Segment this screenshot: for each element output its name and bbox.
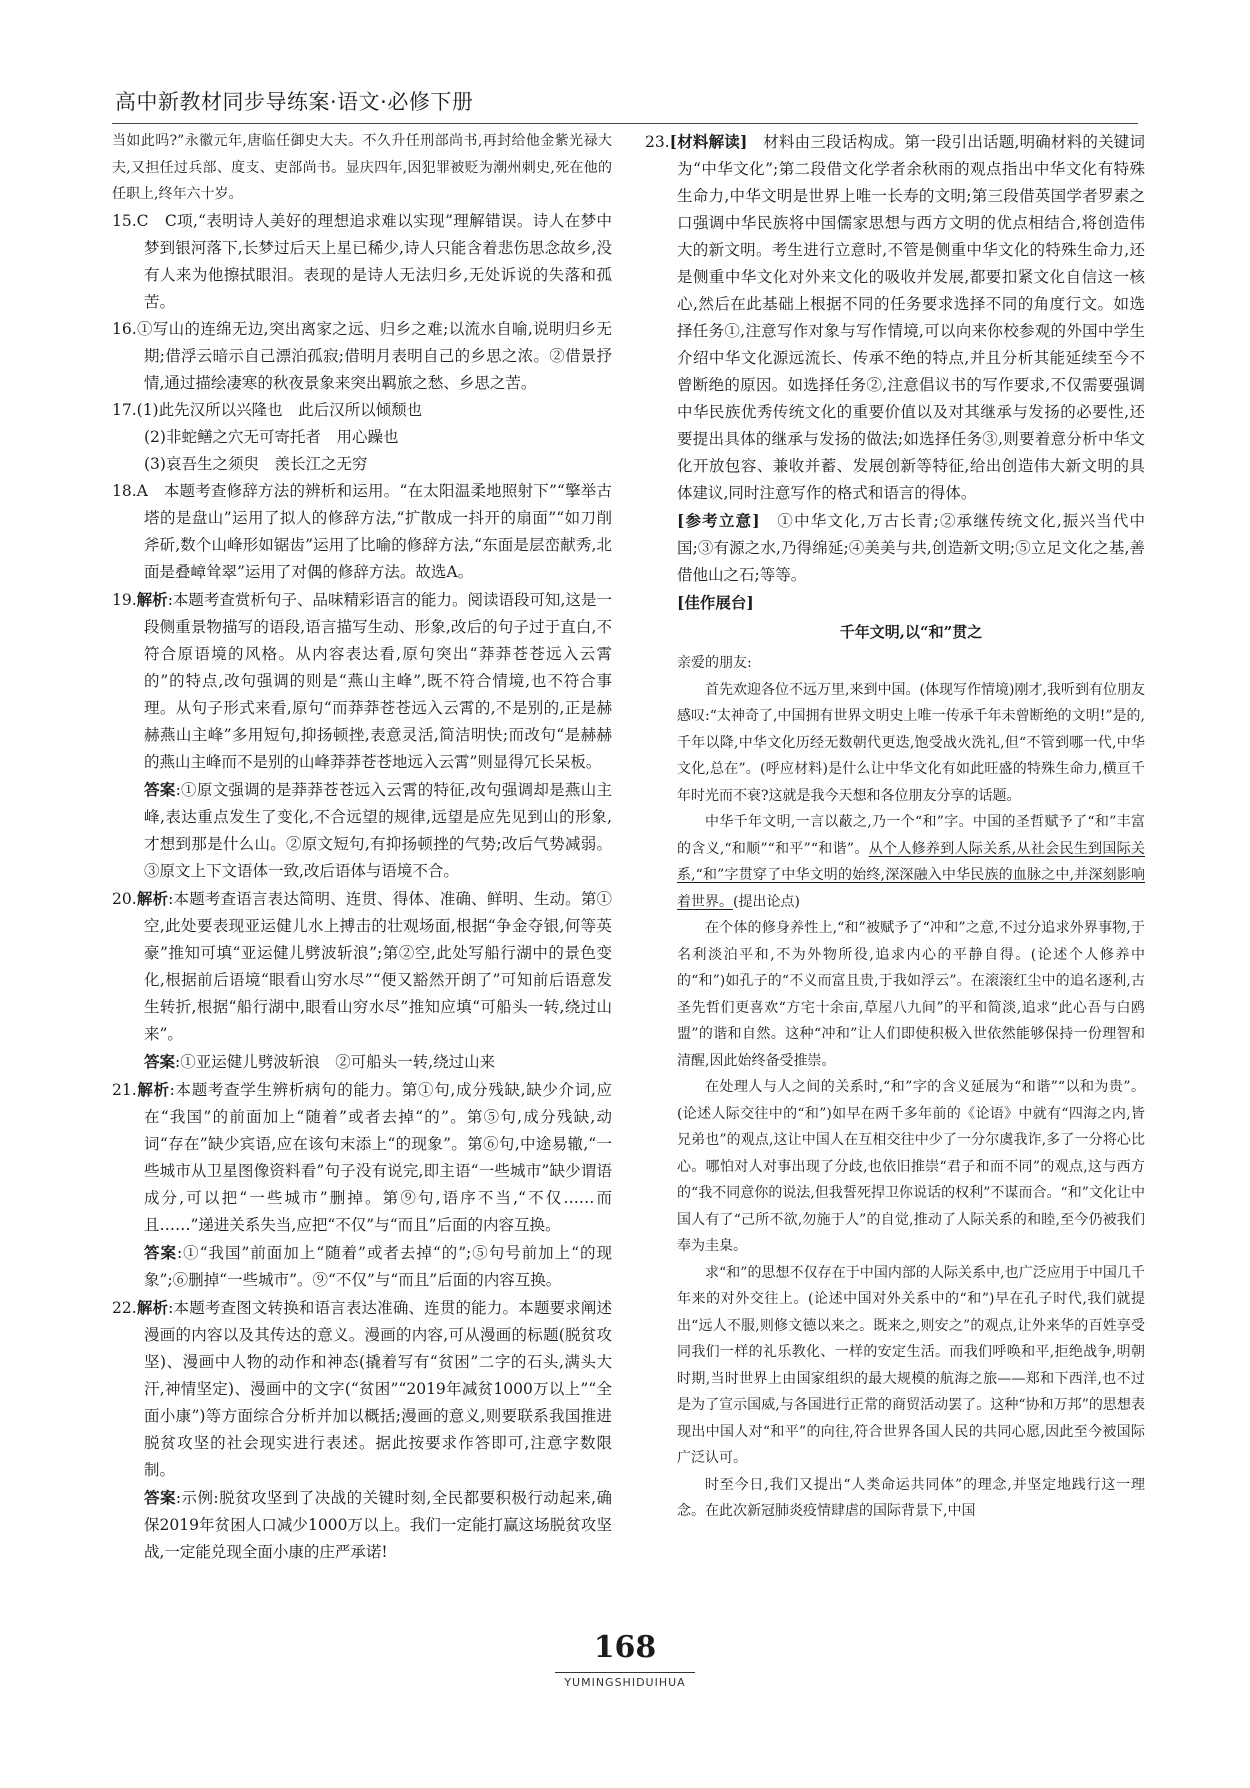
essay-paragraph-2 xyxy=(677,809,1145,915)
analysis-label: 解析 xyxy=(136,1079,170,1099)
answer-23-material-reading xyxy=(645,128,1145,507)
analysis-text: :本题考查图文转换和语言表达准确、连贯的能力。本题要求阐述漫画的内容以及其传达的意义。漫画的内容,可从漫画的标题(脱贫攻坚)、漫画中人物的动作和神态(撬着写有“贫困”二字的石头,满头大汗,神情坚定)、漫画中的文字(“贫困”“2019年减贫1000万以上”“全面小康”)等方面综合分析并加以概括;漫画的意义,则要联系我国推进脱贫攻坚的社会现实进行表述。据此按要求作答即可,注意字数限制。 xyxy=(144,1298,612,1479)
page-number-divider xyxy=(555,1672,695,1673)
analysis-text: :本题考查学生辨析病句的能力。第①句,成分残缺,缺少介词,应在“我国”的前面加上“随着”或者去掉“的”。第⑤句,成分残缺,动词“存在”缺少宾语,应在该句末添上“的现象”。第⑥句,中途易辙,“一些城市从卫星图像资料看”句子没有说完,即主语“一些城市”缺少谓语成分,可以把“一些城市”删掉。第⑨句,语序不当,“不仅……而且……”递进关系失当,应把“不仅”与“而且”后面的内容互换。 xyxy=(144,1080,612,1234)
question-number: 21. xyxy=(112,1080,137,1099)
previous-answer-continuation: 当如此吗?”永徽元年,唐临任御史大夫。不久升任刑部尚书,再封给他金紫光禄大夫,又担任过兵部、度支、吏部尚书。显庆四年,因犯罪被贬为潮州刺史,死在他的任职上,终年六十岁。 xyxy=(112,133,612,202)
essay-paragraph-6: 时至今日,我们又提出“人类命运共同体”的理念,并坚定地践行这一理念。在此次新冠肺炎疫情肆虐的国际背景下,中国 xyxy=(677,1476,1145,1519)
essay-paragraph-5: 求“和”的思想不仅存在于中国内部的人际关系中,也广泛应用于中国几千年来的对外交往上。(论述中国对外关系中的“和”)早在孔子时代,我们就提出“远人不服,则修文德以来之。既来之,则安之”的观点,让外来华的百姓享受同我们一样的礼乐教化、一样的安定生活。而我们呼唤和平,拒绝战争,明朝时期,当时世界上由国家组织的最大规模的航海之旅——郑和下西洋,也不过是为了宣示国威,与各国进行正常的商贸活动罢了。这种“协和万邦”的思想表现出中国人对“和平”的向往,符合世界各国人民的共同心愿,因此至今被国际广泛认可。 xyxy=(677,1264,1145,1466)
analysis-text: :本题考查赏析句子、品味精彩语言的能力。阅读语段可知,这是一段侧重景物描写的语段,语言描写生动、形象,改后的句子过于直白,不符合原语境的风格。从内容表达看,原句突出“莽莽苍苍远入云霄的”的特点,改句强调的则是“燕山主峰”,既不符合情境,也不符合事理。从句子形式来看,原句“而莽莽苍苍远入云霄的,不是别的,正是赫赫燕山主峰”多用短句,抑扬顿挫,表意灵活,简洁明快;而改句“是赫赫的燕山主峰而不是别的山峰莽莽苍苍地远入云霄”则显得冗长呆板。 xyxy=(144,590,612,771)
question-number: 23. xyxy=(645,133,670,151)
answer-text: :①“我国”前面加上“随着”或者去掉“的”;⑤句号前加上“的现象”;⑥删掉“一些城市”。⑨“不仅”与“而且”后面的内容互换。 xyxy=(144,1243,612,1289)
answer-15: 15.C C项,“表明诗人美好的理想追求难以实现”理解错误。诗人在梦中梦到银河落下,长梦过后天上星已稀少,诗人只能含着悲伤思念故乡,没有人来为他擦拭眼泪。表现的是诗人无法归乡,无处诉说的失落和孤苦。 xyxy=(112,211,612,311)
question-number: 19. xyxy=(112,590,137,609)
essay-paragraph-3: 在个体的修身养性上,“和”被赋予了“冲和”之意,不过分追求外界事物,于名利淡泊平和,不为外物所役,追求内心的平静自得。(论述个人修养中的“和”)如孔子的“不义而富且贵,于我如浮云”。在滚滚红尘中的追名逐利,古圣先哲们更喜欢“方宅十余亩,草屋八九间”的平和简淡,追求“此心吾与白鸥盟”的谐和自然。这种“冲和”让人们即使积极入世依然能够保持一份理智和清醒,因此始终备受推崇。 xyxy=(677,920,1145,1069)
material-reading-label: [材料解读] xyxy=(669,132,748,151)
right-column xyxy=(645,128,1145,1525)
answer-22-analysis xyxy=(112,1294,612,1484)
answer-label: 答案 xyxy=(144,779,176,799)
essay-note: (提出论点) xyxy=(733,893,800,910)
answer-16: 16.①写山的连绵无边,突出离家之远、归乡之难;以流水自喻,说明归乡无期;借浮云暗示自己漂泊孤寂;借明月表明自己的乡思之浓。②借景抒情,通过描绘凄寒的秋夜景象来突出羁旅之愁、乡思之苦。 xyxy=(112,319,612,392)
answer-17-line-3: (3)哀吾生之须臾 羡长江之无穷 xyxy=(144,454,368,473)
answer-17-line-1: 17.(1)此先汉所以兴隆也 此后汉所以倾颓也 xyxy=(112,400,423,419)
analysis-text: :本题考查语言表达简明、连贯、得体、准确、鲜明、生动。第①空,此处要表现亚运健儿水上搏击的壮观场面,根据“争金夺银,何等英豪”推知可填“亚运健儿劈波斩浪”;第②空,此处写船行湖中的景色变化,根据前后语境“眼看山穷水尽”“便又豁然开朗了”可知前后语意发生转折,根据“船行湖中,眼看山穷水尽”推知应填“可船头一转,绕过山来”。 xyxy=(144,889,612,1043)
model-essay xyxy=(645,619,1145,1525)
essay-paragraph-1: 首先欢迎各位不远万里,来到中国。(体现写作情境)刚才,我听到有位朋友感叹:“太神奇了,中国拥有世界文明史上唯一传承千年未曾断绝的文明!”是的,千年以降,中华文化历经无数朝代更迭,饱受战火洗礼,但“不管到哪一代,中华文化,总在”。(呼应材料)是什么让中华文化有如此旺盛的特殊生命力,横亘千年时光而不衰?这就是我今天想和各位朋友分享的话题。 xyxy=(677,681,1145,804)
material-reading-text: 材料由三段话构成。第一段引出话题,明确材料的关键词为“中华文化”;第二段借文化学者余秋雨的观点指出中华文化有特殊生命力,中华文明是世界上唯一长寿的文明;第三段借英国学者罗素之口强调中华民族将中国儒家思想与西方文明的优点相结合,将创造伟大的新文明。考生进行立意时,不管是侧重中华文化的特殊生命力,还是侧重中华文化对外来文化的吸收并发展,都要扣紧文化自信这一核心,然后在此基础上根据不同的任务要求选择不同的角度行文。如选择任务①,注意写作对象与写作情境,可以向来你校参观的外国中学生介绍中华文化源远流长、传承不绝的特点,并且分析其能延续至今不曾断绝的原因。如选择任务②,注意倡议书的写作要求,不仅需要强调中华民族优秀传统文化的重要价值以及对其继承与发扬的必要性,还要提出具体的继承与发扬的做法;如选择任务③,则要着意分析中华文化开放包容、兼收并蓄、发展创新等特征,给出创造伟大新文明的具体建议,同时注意写作的格式和语言的得体。 xyxy=(677,133,1146,502)
answer-21-analysis xyxy=(112,1076,612,1239)
showcase-label: [佳作展台] xyxy=(677,593,754,612)
answer-text: :①原文强调的是莽莽苍苍远入云霄的特征,改句强调却是燕山主峰,表达重点发生了变化,不合远望的规律,远望是应先见到山的形象,才想到那是什么山。②原文短句,有抑扬顿挫的气势;改后气势减弱。③原文上下文语体一致,改后语体与语境不合。 xyxy=(144,780,612,880)
header-divider xyxy=(112,123,1138,124)
analysis-label: 解析 xyxy=(136,888,169,908)
answer-label: 答案 xyxy=(144,1242,177,1262)
answer-21-answer xyxy=(112,1239,612,1294)
left-column xyxy=(112,128,612,1566)
question-number: 22. xyxy=(112,1298,137,1317)
question-number: 20. xyxy=(112,889,137,908)
essay-text: 中华千年文明,一言以蔽之,乃一个“和”字。中国的圣哲赋予了“和”丰富的含义,“和顺”“和平”“和谐”。 xyxy=(677,814,1145,857)
essay-thesis-underlined: 从个人修养到人际关系,从社会民生到国际关系,“和”字贯穿了中华文明的始终,深深融入中华民族的血脉之中,并深刻影响着世界。 xyxy=(677,840,1145,910)
answer-label: 答案 xyxy=(144,1487,176,1507)
answer-text: :①亚运健儿劈波斩浪 ②可船头一转,绕过山来 xyxy=(175,1052,496,1071)
answer-20-analysis xyxy=(112,885,612,1048)
footer-brand: YUMINGSHIDUIHUA xyxy=(564,1676,686,1689)
essay-paragraph-4: 在处理人与人之间的关系时,“和”字的含义延展为“和谐”“以和为贵”。(论述人际交往中的“和”)如早在两千多年前的《论语》中就有“四海之内,皆兄弟也”的观点,这让中国人在互相交往中少了一分尔虞我诈,多了一分将心比心。哪怕对人对事出现了分歧,也依旧推崇“君子和而不同”的观点,这与西方的“我不同意你的说法,但我誓死捍卫你说话的权利”不谋而合。“和”文化让中国人有了“己所不欲,勿施于人”的自觉,推动了人际关系的和睦,至今仍被我们奉为圭臬。 xyxy=(677,1079,1145,1254)
essay-greeting: 亲爱的朋友: xyxy=(677,655,752,671)
analysis-label: 解析 xyxy=(136,1297,169,1317)
reference-theme xyxy=(645,507,1145,589)
analysis-label: 解析 xyxy=(136,589,168,609)
answer-18: 18.A 本题考查修辞方法的辨析和运用。“在太阳温柔地照射下”“擎举古塔的是盘山”运用了拟人的修辞方法,“扩散成一抖开的扇面”“如刀削斧斫,数个山峰形如锯齿”运用了比喻的修辞方法,“东面是层峦献秀,北面是叠嶂耸翠”运用了对偶的修辞方法。故选A。 xyxy=(112,481,612,581)
essay-title: 千年文明,以“和”贯之 xyxy=(839,623,983,641)
answer-text: :示例:脱贫攻坚到了决战的关键时刻,全民都要积极行动起来,确保2019年贫困人口减少1000万以上。我们一定能打赢这场脱贫攻坚战,一定能兑现全面小康的庄严承诺! xyxy=(144,1488,612,1561)
running-header: 高中新教材同步导练案·语文·必修下册 xyxy=(115,90,474,114)
reference-theme-label: [参考立意] xyxy=(677,511,760,530)
page-number: 168 xyxy=(593,1630,657,1665)
answer-19-answer xyxy=(112,776,612,885)
answer-22-answer xyxy=(112,1484,612,1566)
model-essay-label xyxy=(645,589,1145,617)
answer-17-line-2: (2)非蛇鳝之穴无可寄托者 用心躁也 xyxy=(144,427,399,446)
answer-19-analysis xyxy=(112,586,612,776)
answer-20-answer xyxy=(112,1048,612,1076)
answer-label: 答案 xyxy=(144,1051,176,1071)
reference-theme-text: ①中华文化,万古长青;②承继传统文化,振兴当代中国;③有源之水,乃得绵延;④美美与共,创造新文明;⑤立足文化之基,善借他山之石;等等。 xyxy=(677,512,1145,584)
